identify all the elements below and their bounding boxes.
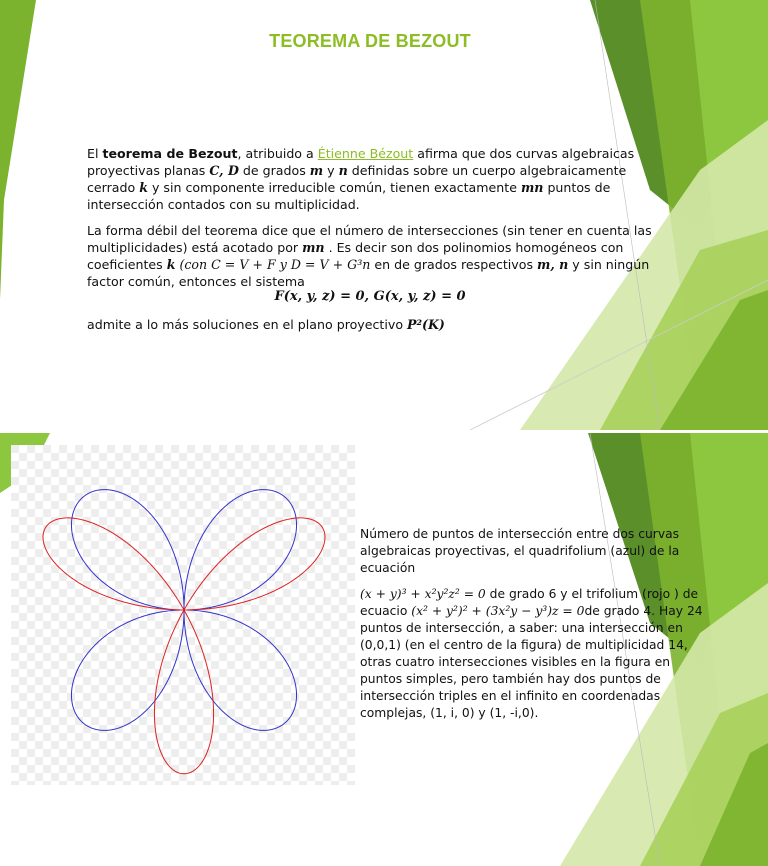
- slide-title: TEOREMA DE BEZOUT: [269, 31, 471, 51]
- slide-2: [0, 433, 768, 866]
- transparent-background: [11, 445, 355, 785]
- paragraph-solutions: admite a lo más soluciones en el plano proyectivo P²(K): [87, 317, 445, 332]
- bezout-link[interactable]: Étienne Bézout: [317, 146, 414, 161]
- paragraph-intersections: Número de puntos de intersección entre dos curvas algebraicas proyectivas, el quadrifolium (azul) de la ecuación: [360, 527, 680, 575]
- slide-1-green-decoration: [0, 0, 768, 430]
- paragraph-theorem: El teorema de Bezout, atribuido a Étienne Bézout afirma que dos curvas algebraicas proyectivas planas C, D de grados m y n definidas sobre un cuerpo algebraicamente cerrado k y sin componente irreducible común, tienen exactamente mn puntos de intersección contados con su multiplicidad.: [87, 146, 635, 212]
- system-equation: F(x, y, z) = 0, G(x, y, z) = 0: [274, 289, 466, 304]
- paragraph-weak-form: La forma débil del teorema dice que el número de intersecciones (sin tener en cuenta las multiplicidades) está acotado por mn . Es decir son dos polinomios homogéneos con coeficientes k (con C = V + F y D = V + G³n en de grados respectivos m, n y sin ningún factor común, entonces el sistema: [87, 223, 652, 289]
- curves-figure: [11, 445, 355, 785]
- slide-1: [0, 0, 768, 430]
- paragraph-curves-description: (x + y)³ + x²y²z² = 0 de grado 6 y el trifolium (rojo ) de ecuacio (x² + y²)² + (3x²y − y³)z = 0de grado 4. Hay 24 puntos de intersección, a saber: una intersección en (0,0,1) (en el centro de la figura) de multiplicidad 14, otras cuatro intersecciones visibles en la figura en puntos simples, pero también hay dos puntos de intersección triples en el infinito en coordenadas complejas, (1, i, 0) y (1, -i,0).: [360, 587, 703, 720]
